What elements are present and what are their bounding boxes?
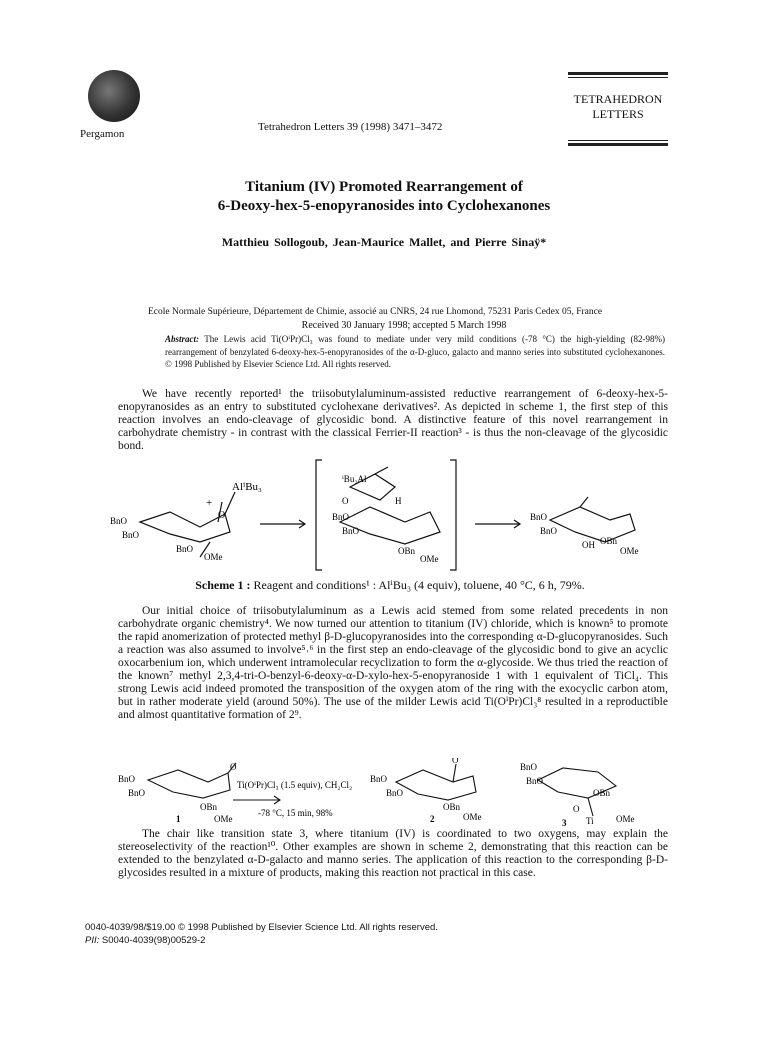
s2-ome-1: OMe: [214, 814, 233, 824]
compound-3-label: 3: [562, 818, 567, 828]
paragraph-2: Our initial choice of triisobutylaluminum as a Lewis acid stemed from some related precedents in non carbohydrate organic chemistry⁴. We now turned our attention to titanium (IV) chloride, which is known⁵ to promote the rapid anomerization of protected methyl β-D-glucopyranosides into the corresponding α-D-glucopyranosides. Such a reaction was also assumed to involve⁵˒⁶ in the first step an endo-cleavage of the glycosidic bond to give an acyclic oxocarbenium ion, which underwent intramolecular recyclization to form the α-glycoside. We thus tried the reaction of the known⁷ methyl 2,3,4-tri-O-benzyl-6-deoxy-α-D-xylo-hex-5-enopyranoside 1 with 1 equivalent of TiCl₄. This strong Lewis acid indeed promoted the transposition of the oxygen atom of the ring with the exocyclic carbon atom, but in rather moderate yield (around 50%). The use of the milder Lewis acid Ti(OⁱPr)Cl₃⁸ resulted in a reproductible and almost quantitative formation of 2⁹.: [118, 605, 668, 721]
article-title: [100, 178, 668, 216]
journal-citation: Tetrahedron Letters 39 (1998) 3471–3472: [258, 121, 443, 133]
ti-label: Ti: [586, 816, 594, 826]
bno-label-3: BnO: [176, 544, 194, 554]
ring-oxygen-label: O: [218, 510, 226, 521]
ibu2al-label: ⁱBu₂Al: [342, 474, 367, 484]
obn-label-2: OBn: [600, 536, 618, 546]
ome-label-3: OMe: [620, 546, 639, 556]
footer: [85, 921, 438, 947]
abstract-label: Abstract:: [165, 334, 200, 344]
scheme-1-conditions: Reagent and conditions¹ : AlⁱBu₃ (4 equiv), toluene, 40 °C, 6 h, 79%.: [253, 578, 585, 592]
footer-pii: [85, 934, 438, 947]
s2-o-1: O: [230, 762, 237, 772]
scheme-2: [118, 758, 668, 828]
s2-ome-2: OMe: [463, 812, 482, 822]
pergamon-seal-icon: [88, 70, 140, 122]
s2-obn-1: OBn: [200, 802, 218, 812]
ome-label-1: OMe: [204, 552, 223, 562]
footer-copyright: 0040-4039/98/$19.00 © 1998 Published by Elsevier Science Ltd. All rights reserved.: [85, 922, 438, 933]
s2-o-2: O: [452, 758, 459, 765]
paragraph-3: The chair like transition state 3, where titanium (IV) is coordinated to two oxygens, may explain the stereoselectivity of the reaction¹⁰. Other examples are shown in scheme 2, demonstrating that this reaction can be extended to the benzylated α-D-galacto and manno series. The application of this reaction to the corresponding β-D-glycosides resulted in a mixture of products, making this reaction not practical in this case.: [118, 828, 668, 879]
affiliation: Ecole Normale Supérieure, Département de Chimie, associé au CNRS, 24 rue Lhomond, 75231 Paris Cedex 05, France: [148, 307, 603, 317]
scheme-1: [110, 452, 670, 577]
h-label: H: [395, 496, 402, 506]
bno-label-4: BnO: [332, 512, 350, 522]
scheme-2-drawing: [118, 758, 668, 828]
publisher-name: Pergamon: [80, 128, 125, 140]
plus-sign: +: [206, 497, 213, 509]
bno-label-6: BnO: [530, 512, 548, 522]
s2-bno-1: BnO: [118, 774, 136, 784]
publisher-logo: [80, 70, 150, 140]
compound-1-label: 1: [176, 814, 181, 824]
s2-bno-5: BnO: [520, 762, 538, 772]
bno-label-1: BnO: [110, 516, 128, 526]
received-dates: Received 30 January 1998; accepted 5 March 1998: [301, 320, 507, 331]
compound-2-label: 2: [430, 814, 435, 824]
ome-label-2: OMe: [420, 554, 439, 564]
scheme-1-drawing: [110, 452, 670, 577]
s2-bno-4: BnO: [386, 788, 404, 798]
journal-title-line2: LETTERS: [592, 107, 644, 121]
bno-label-5: BnO: [342, 526, 360, 536]
paragraph-1: We have recently reported¹ the triisobutylaluminum-assisted reductive rearrangement of 6-deoxy-hex-5-enopyranosides as an entry to substituted cyclohexane derivatives². As depicted in scheme 1, the first step of this reaction involves an endo-cleavage of glycosidic bond. A distinctive feature of this novel rearrangement in carbohydrate chemistry - in contrast with the classical Ferrier-II reaction³ - is thus the non-cleavage of the glycosidic bond.: [118, 388, 668, 452]
s2-bno-3: BnO: [370, 774, 388, 784]
title-line1: Titanium (IV) Promoted Rearrangement of: [245, 179, 523, 195]
journal-title-box: [568, 72, 668, 136]
reagent-label: AlⁱBu₃: [232, 481, 262, 493]
scheme-2-conditions-2: -78 °C, 15 min, 98%: [258, 808, 333, 818]
top-rule-thin: [568, 77, 668, 78]
abstract-text: The Lewis acid Ti(OⁱPr)Cl₃ was found to mediate under very mild conditions (-78 °C) the high-yielding (82-98%) rearrangement of benzylated 6-deoxy-hex-5-enopyranosides of the α-D-gluco, galacto and manno series into substituted cyclohexanones. © 1998 Published by Elsevier Science Ltd. All rights reserved.: [165, 334, 665, 369]
authors: Matthieu Sollogoub, Jean-Maurice Mallet, and Pierre Sinaÿ*: [221, 235, 547, 249]
abstract: [165, 333, 665, 371]
obn-label-1: OBn: [398, 546, 416, 556]
bottom-rule-thin: [568, 140, 668, 141]
s2-obn-2: OBn: [443, 802, 461, 812]
ts-oxygen-label: O: [342, 496, 349, 506]
oh-label: OH: [582, 540, 595, 550]
s2-o-3: O: [573, 804, 580, 814]
bottom-rule: [568, 143, 668, 146]
bno-label-2: BnO: [122, 530, 140, 540]
top-rule: [568, 72, 668, 75]
title-line2: 6-Deoxy-hex-5-enopyranosides into Cyclohexanones: [217, 198, 551, 214]
scheme-2-conditions-1: Ti(OⁱPr)Cl₃ (1.5 equiv), CH₂Cl₂: [237, 780, 353, 790]
bno-label-7: BnO: [540, 526, 558, 536]
scheme-1-label: Scheme 1 :: [195, 578, 251, 592]
pii-value: S0040-4039(98)00529-2: [101, 935, 206, 946]
s2-ome-3: OMe: [616, 814, 635, 824]
s2-obn-3: OBn: [593, 788, 611, 798]
journal-title-line1: TETRAHEDRON: [573, 92, 663, 106]
scheme-1-caption: [110, 578, 670, 593]
s2-bno-2: BnO: [128, 788, 146, 798]
pii-label: PII:: [85, 935, 100, 946]
s2-bno-6: BnO: [526, 776, 544, 786]
